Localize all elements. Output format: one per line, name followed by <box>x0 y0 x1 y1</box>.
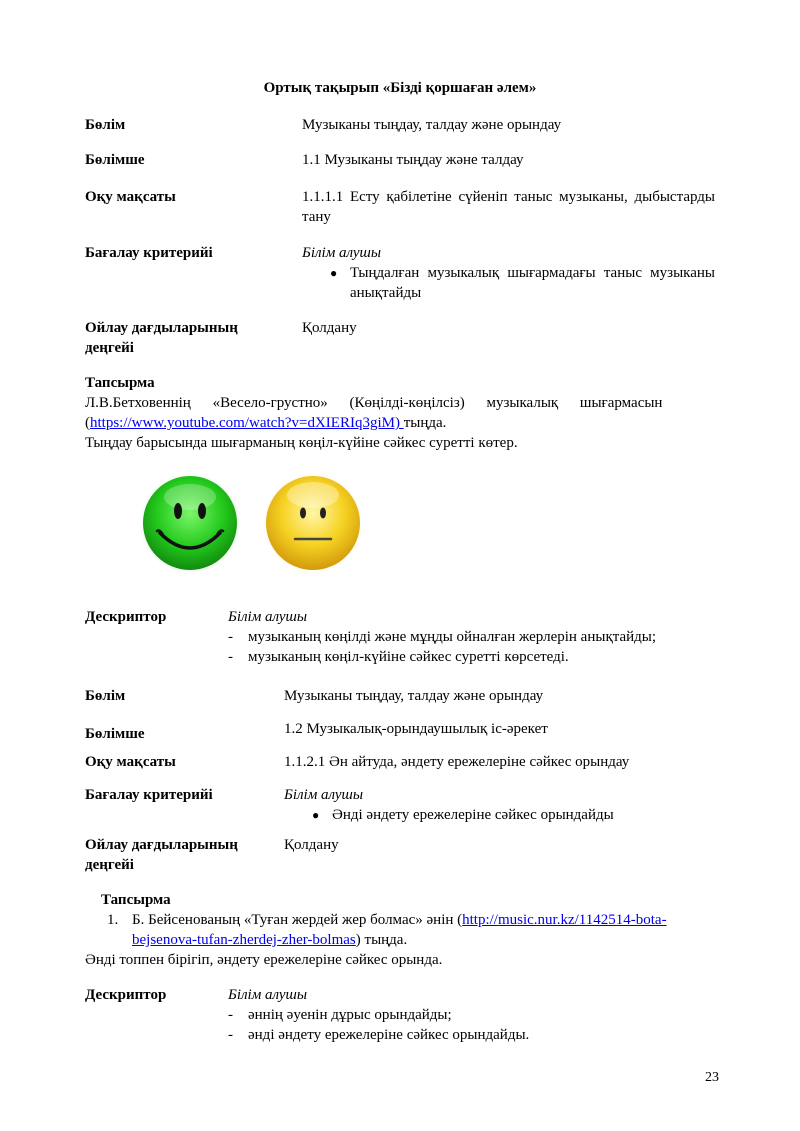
oylau-label: Ойлау дағдыларының деңгейі <box>85 320 238 356</box>
task1-link-line <box>85 413 715 433</box>
task2-line3: Әнді топпен бірігіп, әндету ережелеріне сәйкес орында. <box>85 952 443 968</box>
maksat-value: 1.1.2.1 Ән айтуда, әндету ережелеріне сәйкес орындау <box>284 754 630 770</box>
dash-icon: - <box>228 629 233 645</box>
descriptor2-item-text: әннің әуенін дұрыс орындайды; <box>248 1007 452 1023</box>
page-title: Ортық тақырып «Бізді қоршаған әлем» <box>263 80 537 96</box>
kriteriy-intro: Білім алушы <box>284 787 364 803</box>
kriteriy-bullet-text: Тыңдалған музыкалық шығармадағы таныс музыканы анықтайды <box>350 265 715 301</box>
task2-heading: Тапсырма <box>101 892 171 908</box>
task2-text-before: Б. Бейсенованың «Туған жердей жер болмас» әнін ( <box>132 912 463 928</box>
task1-line1 <box>85 393 715 413</box>
bolim-label: Бөлім <box>85 688 126 704</box>
bolimshe-label: Бөлімше <box>85 152 145 168</box>
task2-block <box>85 890 715 970</box>
task2-number: 1. <box>107 912 119 928</box>
bullet-icon: ● <box>312 808 320 822</box>
bolim-value: Музыканы тыңдау, талдау және орындау <box>284 688 544 704</box>
descriptor2-item-text: әнді әндету ережелеріне сәйкес орындайды. <box>248 1027 530 1043</box>
maksat-label: Оқу мақсаты <box>85 754 176 770</box>
descriptor2-intro: Білім алушы <box>228 987 308 1003</box>
descriptor1-item <box>228 627 715 647</box>
task1-line1-text: Л.В.Бетховеннің «Весело-грустно» (Көңілді-көңілсіз) музыкалық шығармасын <box>85 395 663 411</box>
oylau-value: Қолдану <box>302 320 357 336</box>
neutral-smiley-image[interactable] <box>263 473 363 573</box>
happy-smiley-image[interactable] <box>140 473 240 573</box>
music-link-part1: http://music.nur.kz/1142514-bota- <box>462 912 667 928</box>
bolimshe-value: 1.1 Музыканы тыңдау және талдау <box>302 152 524 168</box>
descriptor1-label: Дескриптор <box>85 609 167 625</box>
page-number: 23 <box>705 1070 719 1085</box>
bolimshe-label: Бөлімше <box>85 726 145 742</box>
descriptor1-intro: Білім алушы <box>228 609 308 625</box>
kriteriy-label: Бағалау критерийі <box>85 787 213 803</box>
bullet-icon: ● <box>330 266 338 280</box>
descriptor1-item <box>228 647 715 667</box>
oylau-label: Ойлау дағдыларының деңгейі <box>85 837 238 873</box>
descriptor2-item <box>228 1025 715 1045</box>
music-link-part2: bejsenova-tufan-zherdej-zher-bolmas <box>132 932 356 948</box>
dash-icon: - <box>228 1027 233 1043</box>
task1-block <box>85 373 715 453</box>
kriteriy-intro: Білім алушы <box>302 245 382 261</box>
bolimshe-value: 1.2 Музыкалық-орындаушылық іс-әрекет <box>284 721 548 737</box>
oylau-value: Қолдану <box>284 837 339 853</box>
dash-icon: - <box>228 649 233 665</box>
bolim-value: Музыканы тыңдау, талдау және орындау <box>302 117 562 133</box>
kriteriy-label: Бағалау критерийі <box>85 245 213 261</box>
descriptor1-item-text: музыканың көңіл-күйіне сәйкес суретті көрсетеді. <box>248 649 569 665</box>
task2-numbered-item <box>85 910 715 950</box>
task1-link-open: ( <box>85 415 90 431</box>
maksat-value: 1.1.1.1 Есту қабілетіне сүйеніп таныс музыканы, дыбыстарды тану <box>302 189 715 225</box>
maksat-label: Оқу мақсаты <box>85 189 176 205</box>
bolim-label: Бөлім <box>85 117 126 133</box>
task1-heading: Тапсырма <box>85 375 155 391</box>
youtube-link[interactable]: https://www.youtube.com/watch?v=dXIERIq3giM) <box>90 415 404 431</box>
dash-icon: - <box>228 1007 233 1023</box>
descriptor1-item-text: музыканың көңілді және мұңды ойналған жерлерін анықтайды; <box>248 629 657 645</box>
task2-text-after: ) тыңда. <box>355 932 408 948</box>
kriteriy-bullet-item <box>302 263 715 303</box>
descriptor2-label: Дескриптор <box>85 987 167 1003</box>
task1-line3: Тыңдау барысында шығарманың көңіл-күйіне сәйкес суретті көтер. <box>85 435 518 451</box>
descriptor2-item <box>228 1005 715 1025</box>
task1-after-link: тыңда. <box>403 415 447 431</box>
kriteriy-bullet-text: Әнді әндету ережелеріне сәйкес орындайды <box>332 807 614 823</box>
kriteriy-bullet-item <box>284 805 715 825</box>
